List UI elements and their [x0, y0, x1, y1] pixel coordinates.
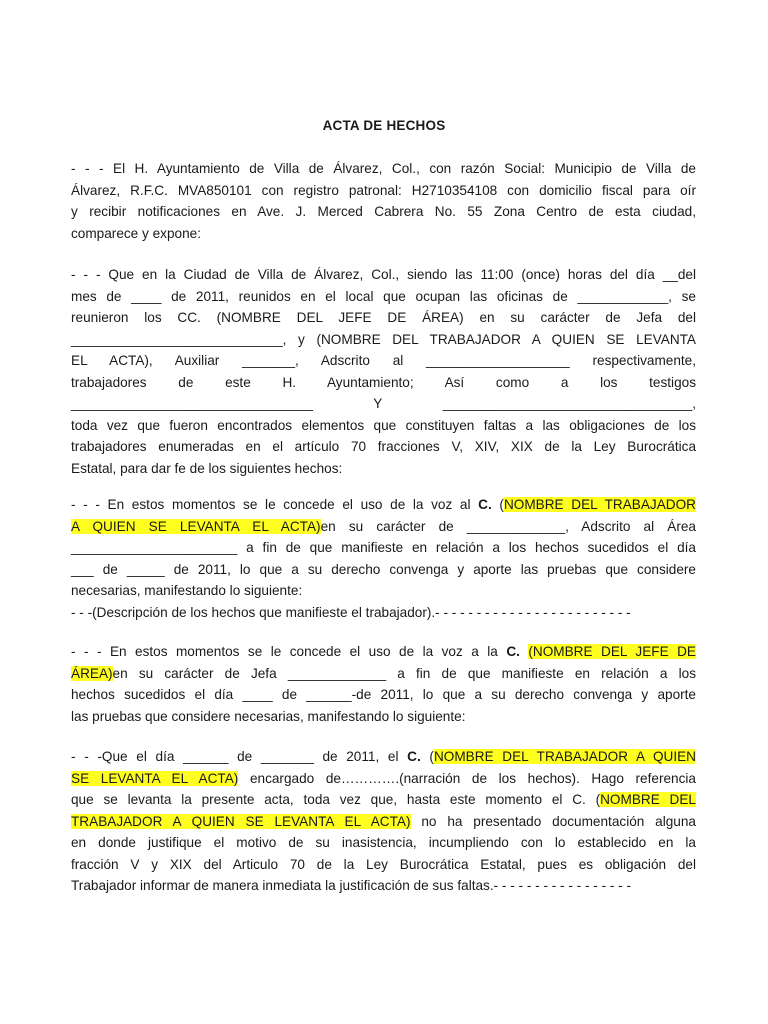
text-line: EL ACTA), Auxiliar _______, Adscrito al ___________________ respectivamente,: [71, 353, 696, 368]
highlighted-text: NOMBRE DEL: [600, 792, 696, 807]
text-line: que se levanta la presente acta, toda vez que, hasta este momento el C. (NOMBRE DEL: [71, 792, 696, 807]
text-line: en donde justifique el motivo de su inasistencia, incumpliendo con lo establecido en la: [71, 835, 696, 850]
text-line: hechos sucedidos el día ____ de ______-de 2011, lo que a su derecho convenga y aporte: [71, 687, 696, 702]
text-line: ÁREA)en su carácter de Jefa _____________ a fin de que manifieste en relación a los: [71, 665, 696, 681]
text-line: necesarias, manifestando lo siguiente:: [71, 583, 303, 598]
highlighted-text: TRABAJADOR A QUIEN SE LEVANTA EL ACTA): [71, 813, 411, 829]
text-line: - - - En estos momentos se le concede el uso de la voz a la C. (NOMBRE DEL JEFE DE: [71, 644, 696, 659]
highlighted-text: A QUIEN SE LEVANTA EL ACTA): [71, 518, 321, 534]
highlighted-text: (NOMBRE DEL JEFE DE: [528, 644, 696, 659]
highlighted-text: NOMBRE DEL TRABAJADOR A QUIEN: [433, 749, 696, 764]
text-line: ___ de _____ de 2011, lo que a su derecho convenga y aporte las pruebas que considere: [71, 561, 696, 577]
text-line: - - - Que en la Ciudad de Villa de Álvarez, Col., siendo las 11:00 (once) horas del día __del: [71, 267, 696, 282]
text-line: - - - El H. Ayuntamiento de Villa de Álvarez, Col., con razón Social: Municipio de Villa de: [71, 161, 696, 176]
paragraph-worker-statement: [71, 494, 696, 623]
text-line: ______________________ a fin de que manifieste en relación a los hechos sucedidos el día: [71, 540, 696, 555]
text-line: TRABAJADOR A QUIEN SE LEVANTA EL ACTA) no ha presentado documentación alguna: [71, 813, 696, 829]
text-line: toda vez que fueron encontrados elementos que constituyen faltas a las obligaciones de los: [71, 417, 696, 433]
text-line: reunieron los CC. (NOMBRE DEL JEFE DE ÁREA) en su carácter de Jefa del: [71, 310, 696, 325]
text-line: fracción V y XIX del Articulo 70 de la Ley Burocrática Estatal, pues es obligación del: [71, 856, 696, 872]
text-line: Trabajador informar de manera inmediata la justificación de sus faltas.- - - - - - - - - - - - - - - - -: [71, 878, 632, 893]
paragraph-meeting: [71, 264, 696, 479]
highlighted-text: ÁREA): [71, 665, 113, 681]
text-line: trabajadores de este H. Ayuntamiento; Así como a los testigos: [71, 374, 696, 390]
text-line: - - - En estos momentos se le concede el uso de la voz al C. (NOMBRE DEL TRABAJADOR: [71, 497, 697, 512]
text-line: mes de ____ de 2011, reunidos en el local que ocupan las oficinas de ____________, se: [71, 288, 696, 304]
text-line: y recibir notificaciones en Ave. J. Merced Cabrera No. 55 Zona Centro de esta ciudad,: [71, 204, 696, 219]
text-line: comparece y expone:: [71, 225, 201, 241]
highlighted-text: NOMBRE DEL TRABAJADOR: [503, 497, 697, 512]
text-line: trabajadores enumeradas en el artículo 70 fracciones V, XIV, XIX de la Ley Burocrática: [71, 439, 696, 454]
text-line: ____________________________, y (NOMBRE DEL TRABAJADOR A QUIEN SE LEVANTA: [71, 331, 696, 347]
text-line: SE LEVANTA EL ACTA) encargado de………….(narración de los hechos). Hago referencia: [71, 770, 696, 786]
paragraph-narration: [71, 746, 696, 897]
text-line: las pruebas que considere necesarias, manifestando lo siguiente:: [71, 708, 466, 724]
text-line: - - -Que el día ______ de _______ de 2011, el C. (NOMBRE DEL TRABAJADOR A QUIEN: [71, 749, 696, 764]
text-line: A QUIEN SE LEVANTA EL ACTA)en su carácter de _____________, Adscrito al Área: [71, 518, 696, 534]
document-title: ACTA DE HECHOS: [322, 118, 446, 133]
text-line: ________________________________ Y _________________________________,: [71, 396, 696, 411]
text-line: Álvarez, R.F.C. MVA850101 con registro patronal: H2710354108 con domicilio fiscal para oír: [71, 182, 696, 198]
highlighted-text: SE LEVANTA EL ACTA): [71, 770, 239, 786]
text-line: - - -(Descripción de los hechos que manifieste el trabajador).- - - - - - - - - - - - - - - - - - - - - - - -: [71, 604, 631, 620]
paragraph-chief-statement: [71, 641, 696, 727]
paragraph-intro: [71, 158, 696, 244]
text-line: Estatal, para dar fe de los siguientes hechos:: [71, 460, 343, 476]
